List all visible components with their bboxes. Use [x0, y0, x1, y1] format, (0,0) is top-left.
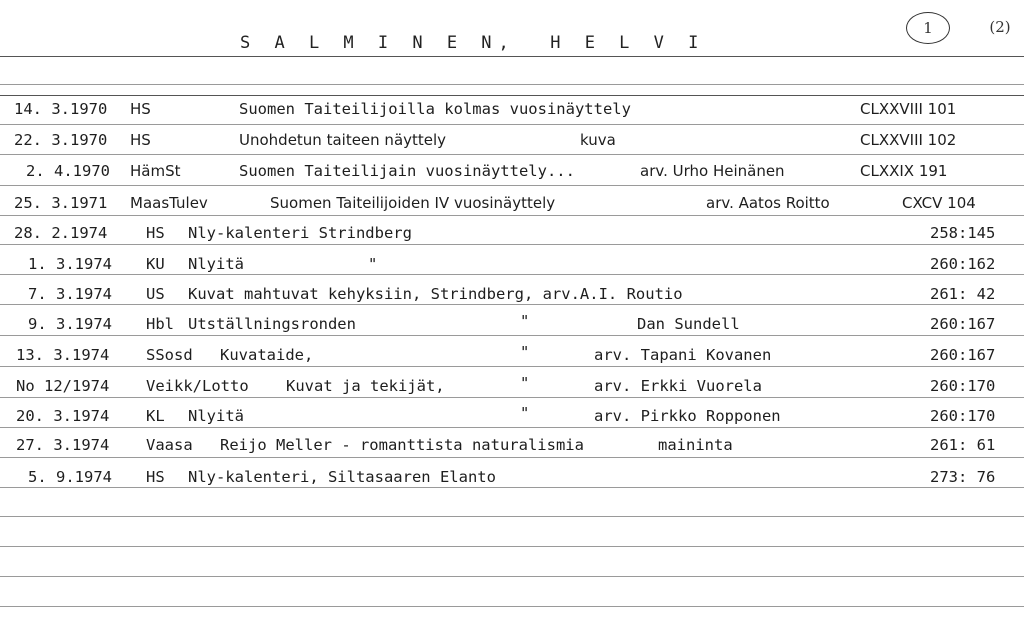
entry-reference: 261: 42: [930, 285, 996, 303]
ditto-mark: ": [520, 343, 530, 361]
entry-date: 20. 3.1974: [16, 407, 110, 425]
entry-reference: CXCV 104: [902, 194, 976, 212]
rule-line: [0, 154, 1024, 155]
rule-line: [0, 335, 1024, 336]
rule-line: [0, 397, 1024, 398]
entry-reference: 260:167: [930, 346, 996, 364]
entry-date: 7. 3.1974: [28, 285, 112, 303]
entry-source: Vaasa: [146, 436, 193, 454]
entry-reference: 260:167: [930, 315, 996, 333]
entry-reference: CLXXIX 191: [860, 162, 948, 180]
entry-note: maininta: [658, 436, 733, 454]
entry-date: 22. 3.1970: [14, 131, 108, 149]
entry-date: 14. 3.1970: [14, 100, 108, 118]
entry-date: 5. 9.1974: [28, 468, 112, 486]
rule-line: [0, 95, 1024, 96]
rule-line: [0, 124, 1024, 125]
entry-reference: 260:162: [930, 255, 996, 273]
rule-line: [0, 244, 1024, 245]
ditto-mark: ": [520, 404, 530, 422]
entry-reference: 260:170: [930, 407, 996, 425]
entry-note: kuva: [580, 131, 616, 149]
entry-title: Utställningsronden: [188, 315, 356, 333]
entry-reference: CLXXVIII 101: [860, 100, 957, 118]
entry-note: arv. Erkki Vuorela: [594, 377, 762, 395]
entry-note: arv. Aatos Roitto: [706, 194, 830, 212]
entry-date: 28. 2.1974: [14, 224, 108, 242]
rule-line: [0, 84, 1024, 85]
entry-title: Nly-kalenteri, Siltasaaren Elanto: [188, 468, 496, 486]
entry-source: KU: [146, 255, 165, 273]
entry-reference: 261: 61: [930, 436, 996, 454]
rule-line: [0, 304, 1024, 305]
mark-2: ( 2 ): [989, 18, 1011, 36]
entry-note: arv. Tapani Kovanen: [594, 346, 772, 364]
rule-line: [0, 546, 1024, 547]
ditto-mark: ": [368, 255, 378, 273]
entry-source: HS: [146, 224, 165, 242]
ditto-mark: ": [520, 312, 530, 330]
rule-line: [0, 487, 1024, 488]
entry-date: 27. 3.1974: [16, 436, 110, 454]
rule-line: [0, 606, 1024, 607]
entry-title: Kuvataide,: [220, 346, 314, 364]
entry-date: 2. 4.1970: [26, 162, 110, 180]
entry-title: Kuvat mahtuvat kehyksiin, Strindberg, arv.A.I. Routio: [188, 285, 683, 303]
rule-line: [0, 56, 1024, 57]
ditto-mark: ": [520, 374, 530, 392]
entry-source: HS: [130, 131, 151, 149]
entry-date: No 12/1974: [16, 377, 110, 395]
entry-title: Unohdetun taiteen näyttely: [239, 131, 447, 149]
rule-line: [0, 427, 1024, 428]
entry-note: arv. Pirkko Ropponen: [594, 407, 781, 425]
entry-source: MaasTulev: [130, 194, 208, 212]
entry-title: Suomen Taiteilijain vuosinäyttely...: [239, 162, 575, 180]
entry-title: Nlyitä: [188, 407, 244, 425]
rule-line: [0, 366, 1024, 367]
entry-title: Kuvat ja tekijät,: [286, 377, 445, 395]
entry-reference: 260:170: [930, 377, 996, 395]
entry-source: Hbl: [146, 315, 174, 333]
entry-date: 25. 3.1971: [14, 194, 108, 212]
rule-line: [0, 215, 1024, 216]
entry-reference: CLXXVIII 102: [860, 131, 957, 149]
card-title: S A L M I N E N, H E L V I: [240, 33, 706, 53]
entry-title: Suomen Taiteilijoilla kolmas vuosinäyttely: [239, 100, 631, 118]
rule-line: [0, 185, 1024, 186]
circled-mark-1: 1: [906, 12, 950, 44]
entry-reference: 258:145: [930, 224, 996, 242]
entry-title: Nly-kalenteri Strindberg: [188, 224, 412, 242]
entry-title: Nlyitä: [188, 255, 244, 273]
entry-title: Suomen Taiteilijoiden IV vuosinäyttely: [270, 194, 556, 212]
entry-note: arv. Urho Heinänen: [640, 162, 785, 180]
entry-source: HämSt: [130, 162, 181, 180]
entry-source: HS: [146, 468, 165, 486]
entry-title: Reijo Meller - romanttista naturalismia: [220, 436, 584, 454]
entry-source: Veikk/Lotto: [146, 377, 249, 395]
rule-line: [0, 516, 1024, 517]
entry-source: HS: [130, 100, 151, 118]
rule-line: [0, 576, 1024, 577]
entry-source: SSosd: [146, 346, 193, 364]
entry-source: KL: [146, 407, 165, 425]
entry-date: 9. 3.1974: [28, 315, 112, 333]
entry-source: US: [146, 285, 165, 303]
entry-reference: 273: 76: [930, 468, 996, 486]
mark-2-number: 2: [995, 18, 1005, 36]
entry-date: 1. 3.1974: [28, 255, 112, 273]
rule-line: [0, 274, 1024, 275]
rule-line: [0, 457, 1024, 458]
entry-note: Dan Sundell: [637, 315, 740, 333]
entry-date: 13. 3.1974: [16, 346, 110, 364]
